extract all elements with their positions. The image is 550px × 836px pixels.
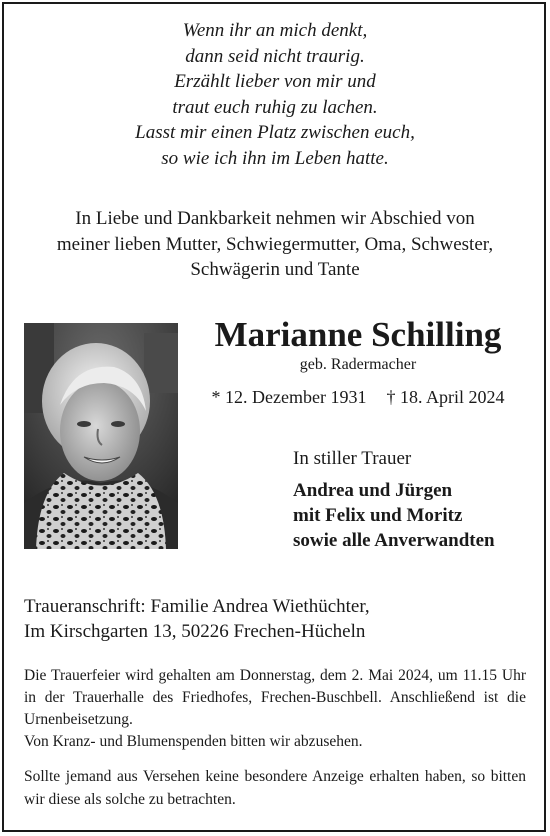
poem-line: Wenn ihr an mich denkt, — [182, 20, 368, 41]
mourning-label: In stiller Trauer — [293, 448, 412, 469]
intro-line: meiner lieben Mutter, Schwiegermutter, Oma, Schwester, — [56, 233, 494, 255]
poem-line: dann seid nicht traurig. — [185, 45, 365, 67]
note-text: Sollte jemand aus Versehen keine besondere Anzeige erhalten haben, so bitten wir diese als solche zu betrachten. — [24, 768, 526, 808]
birth-date: * 12. Dezember 1931 — [211, 387, 367, 407]
mourners-list — [293, 478, 495, 553]
mourner-line: Andrea und Jürgen — [293, 480, 453, 501]
intro-line: In Liebe und Dankbarkeit nehmen wir Abschied von — [75, 208, 475, 229]
portrait-image — [24, 323, 178, 549]
flowers-note: Von Kranz- und Blumenspenden bitten wir abzusehen. — [24, 733, 363, 750]
ceremony-text: Die Trauerfeier wird gehalten am Donnerstag, dem 2. Mai 2024, um 11.15 Uhr in der Trauerhalle des Friedhofes, Frechen-Buschbell. Anschließend ist die Urnenbeisetzung. — [24, 667, 526, 728]
maiden-name: geb. Radermacher — [299, 356, 417, 373]
life-dates — [180, 386, 536, 408]
notice-note — [24, 765, 526, 811]
intro-line: Schwägerin und Tante — [190, 259, 360, 280]
poem — [0, 18, 550, 171]
farewell-intro — [0, 206, 550, 283]
death-date: † 18. April 2024 — [386, 387, 505, 407]
address-line: Im Kirschgarten 13, 50226 Frechen-Hücheln — [24, 621, 366, 642]
poem-line: so wie ich ihn im Leben hatte. — [161, 147, 389, 169]
mourner-line: mit Felix und Moritz — [293, 505, 463, 526]
poem-line: Lasst mir einen Platz zwischen euch, — [135, 122, 415, 143]
address-line: Traueranschrift: Familie Andrea Wiethüchter, — [24, 596, 370, 617]
mourning-address — [24, 594, 370, 644]
funeral-details — [24, 665, 526, 753]
deceased-name: Marianne Schilling — [214, 315, 502, 354]
poem-line: Erzählt lieber von mir und — [174, 71, 376, 92]
portrait-photo — [24, 323, 178, 549]
poem-line: traut euch ruhig zu lachen. — [172, 96, 378, 118]
mourner-line: sowie alle Anverwandten — [293, 530, 495, 551]
